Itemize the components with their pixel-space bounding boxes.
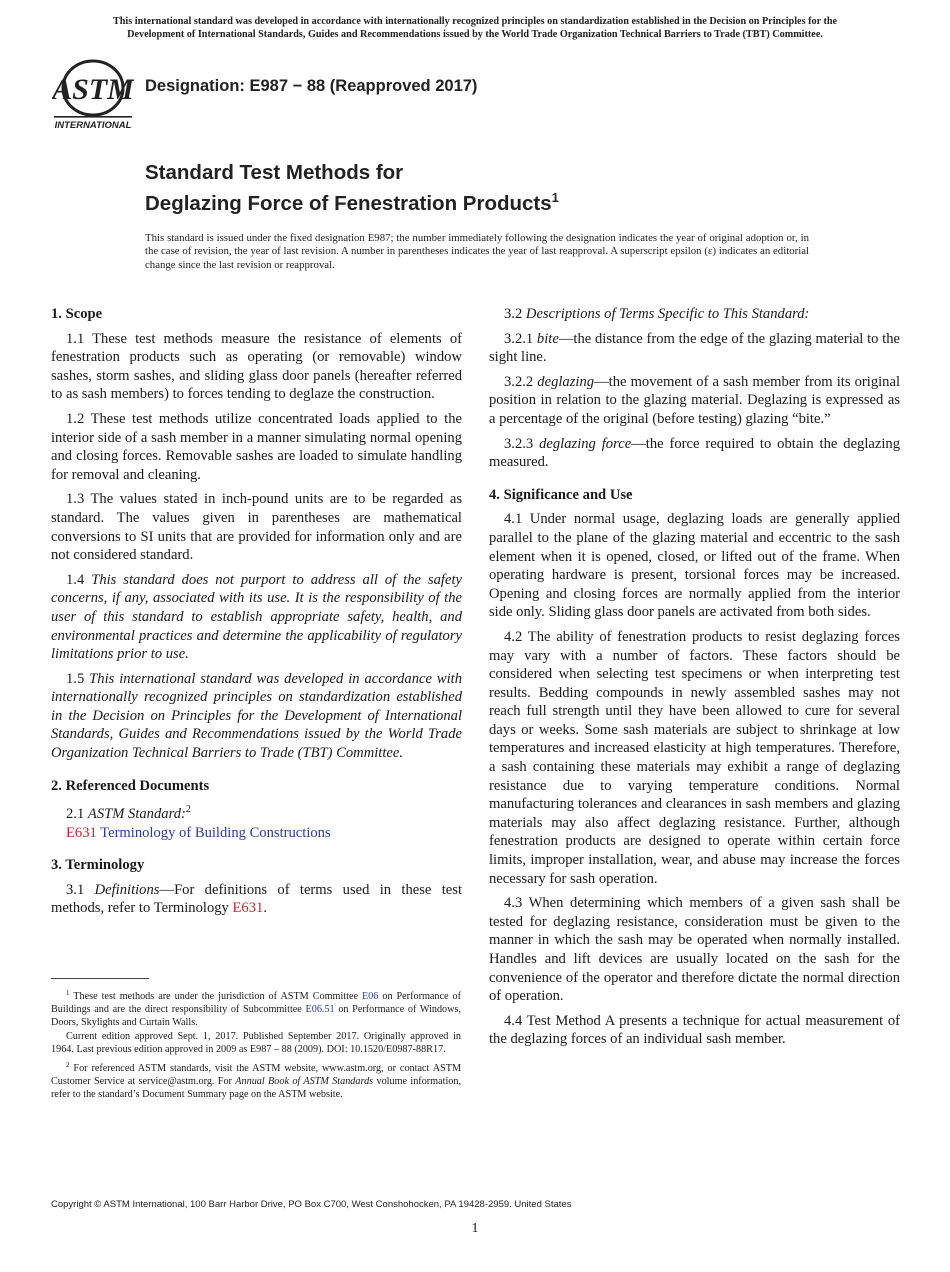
para-3-2-2: 3.2.2 deglazing—the movement of a sash member from its original position in relation to the glazing material. Deglazing is expressed as a percentage of the original (before testing) glazing “bite.” bbox=[489, 373, 901, 427]
para-2-1: 2.1 ASTM Standard:$^2$ bbox=[66, 804, 191, 823]
para-4-2: 4.2 The ability of fenestration products to resist deglazing forces may vary with a number of factors. These factors should be considered when selecting test specimens or when interpreting test results. Bedding compounds in newly assembled sashes may not reach full strength until they have been allowed to cure for several days or weeks. Some sash materials are subject to shrinkage at low temperatures and increased elasticity at high temperatures. Therefore, a sash containing these materials may exhibit a range of deglazing resistance due to varying temperature conditions. Normal manufacturing tolerances and clearances in sash members and glazing materials may also affect deglazing resistance. Further, although fenestration products are designed to operate within certain force limits, improper installation, wear, and abuse may increase the forces necessary for sash operation. bbox=[489, 628, 900, 887]
footnote-1: $^1$ These test methods are under the jurisdiction of ASTM Committee E06 on Performance of Buildings and are the direct responsibility of Subcommittee E06.51 on Performance of Windows, Doors, Skylights and Curtain Walls. bbox=[51, 989, 462, 1028]
para-1-1: 1.1 These test methods measure the resistance of elements of fenestration products such as operating (or removable) window sashes, storm sashes, and sliding glass door panels (hereafter referred to as sash members) to forces tending to deglaze the construction. bbox=[51, 330, 462, 403]
para-1-2: 1.2 These test methods utilize concentrated loads applied to the interior side of a sash member in a manner simulating normal opening and closing forces. Removable sashes are loaded to simulate handling for removal and cleaning. bbox=[51, 410, 462, 483]
section-2-heading: 2. Referenced Documents bbox=[51, 777, 210, 794]
para-4-1: 4.1 Under normal usage, deglazing loads are generally applied parallel to the plane of the glazing material and eccentric to the sash element when it is opened, closed, or lifted out of the frame. When operating hardware is present, torsional forces may be increased. Opening and closing forces are normally applied from the interior side only. Sliding glass door panels are activated from both sides. bbox=[489, 511, 900, 621]
ref-link-e631-inline[interactable]: E631 bbox=[232, 900, 264, 917]
para-4-4: 4.4 Test Method A presents a technique for actual measurement of the deglazing forces of an individual sash member. bbox=[489, 1012, 900, 1048]
banner-line-2: Development of International Standards, Guides and Recommendations issued by the World Trade Organization Technical Barriers to Trade (TBT) Committee. bbox=[127, 28, 823, 40]
title-footnote-marker[interactable]: 1 bbox=[551, 190, 559, 205]
footnote-2: $^2$ For referenced ASTM standards, visit the ASTM website, www.astm.org, or contact ASTM Customer Service at service@astm.org. For Annual Book of ASTM Standards volume information, refer to the standard’s Document Summary page on the ASTM website. bbox=[51, 1060, 462, 1100]
para-4-3: 4.3 When determining which members of a given sash shall be tested for deglazing resistance, consideration must be given to the manner in which the sash may be operated when normally installed. Handles and lift devices are usually located on the sash for the convenience of the operator and therefore dictate the normal direction of operation. bbox=[489, 895, 900, 1005]
footnotes bbox=[51, 987, 461, 1103]
referenced-standard bbox=[51, 824, 462, 843]
logo-letters: ASTM bbox=[52, 73, 134, 106]
footnote-2-marker[interactable]: 2 bbox=[185, 804, 191, 816]
astm-logo bbox=[52, 56, 134, 132]
para-1-3: 1.3 The values stated in inch-pound units are to be regarded as standard. The values given in parentheses are mathematical conversions to SI units that are provided for information only and are not considered standard. bbox=[51, 491, 462, 564]
designation: Designation: E987 − 88 (Reapproved 2017) bbox=[145, 77, 478, 95]
footnote-1-edition: Current edition approved Sept. 1, 2017. Published September 2017. Originally approved in 1964. Last previous edition approved in 2009 as E987 – 88 (2009). DOI: 10.1520/E0987-88R17. bbox=[51, 1031, 461, 1056]
para-3-1: 3.1 Definitions—For definitions of terms used in these test methods, refer to Terminology E631. bbox=[51, 881, 463, 917]
issue-notice: This standard is issued under the fixed designation E987; the number immediately following the designation indicates the year of original adoption or, in the case of revision, the year of last revision. A number in parentheses indicates the year of last reapproval. A superscript epsilon (ε) indicates an editorial change since the last revision or reapproval. bbox=[145, 232, 809, 271]
copyright-line: Copyright © ASTM International, 100 Barr Harbor Drive, PO Box C700, West Conshohocken, PA 19428-2959. United States bbox=[51, 1199, 572, 1210]
title-line-2: Deglazing Force of Fenestration Products$^1$ bbox=[145, 190, 559, 215]
ref-link-e631[interactable]: E631 bbox=[66, 824, 97, 841]
section-1-heading: 1. Scope bbox=[51, 306, 103, 322]
subcommittee-link-e0651[interactable]: E06.51 bbox=[305, 1003, 335, 1015]
footnote-divider bbox=[51, 978, 149, 979]
para-1-4: 1.4 This standard does not purport to address all of the safety concerns, if any, associated with its use. It is the responsibility of the user of this standard to establish appropriate safety, health, and environmental practices and determine the applicability of regulatory limitations prior to use. bbox=[51, 571, 462, 663]
document-title bbox=[145, 160, 559, 216]
right-column bbox=[489, 305, 900, 1055]
left-column bbox=[51, 305, 462, 924]
ref-title-link[interactable]: Terminology of Building Constructions bbox=[100, 824, 331, 841]
top-banner bbox=[48, 16, 902, 41]
committee-link-e06[interactable]: E06 bbox=[361, 991, 379, 1002]
title-line-1: Standard Test Methods for bbox=[145, 161, 404, 184]
section-4-heading: 4. Significance and Use bbox=[489, 486, 633, 503]
para-3-2-1: 3.2.1 bite—the distance from the edge of the glazing material to the sight line. bbox=[489, 330, 900, 366]
page-number: 1 bbox=[471, 1221, 479, 1236]
section-3-heading: 3. Terminology bbox=[51, 857, 145, 874]
para-1-5: 1.5 This international standard was developed in accordance with internationally recognized principles on standardization established in the Decision on Principles for the Development of International Standards, Guides and Recommendations issued by the World Trade Organization Technical Barriers to Trade (TBT) Committee. bbox=[51, 670, 463, 762]
para-3-2: 3.2 Descriptions of Terms Specific to This Standard: bbox=[504, 306, 810, 322]
banner-line-1: This international standard was developed in accordance with internationally recognized principles on standardization established in the Decision on Principles for the bbox=[112, 16, 838, 27]
para-3-2-3: 3.2.3 deglazing force—the force required to obtain the deglazing measured. bbox=[489, 435, 901, 471]
logo-caption: INTERNATIONAL bbox=[54, 120, 132, 131]
